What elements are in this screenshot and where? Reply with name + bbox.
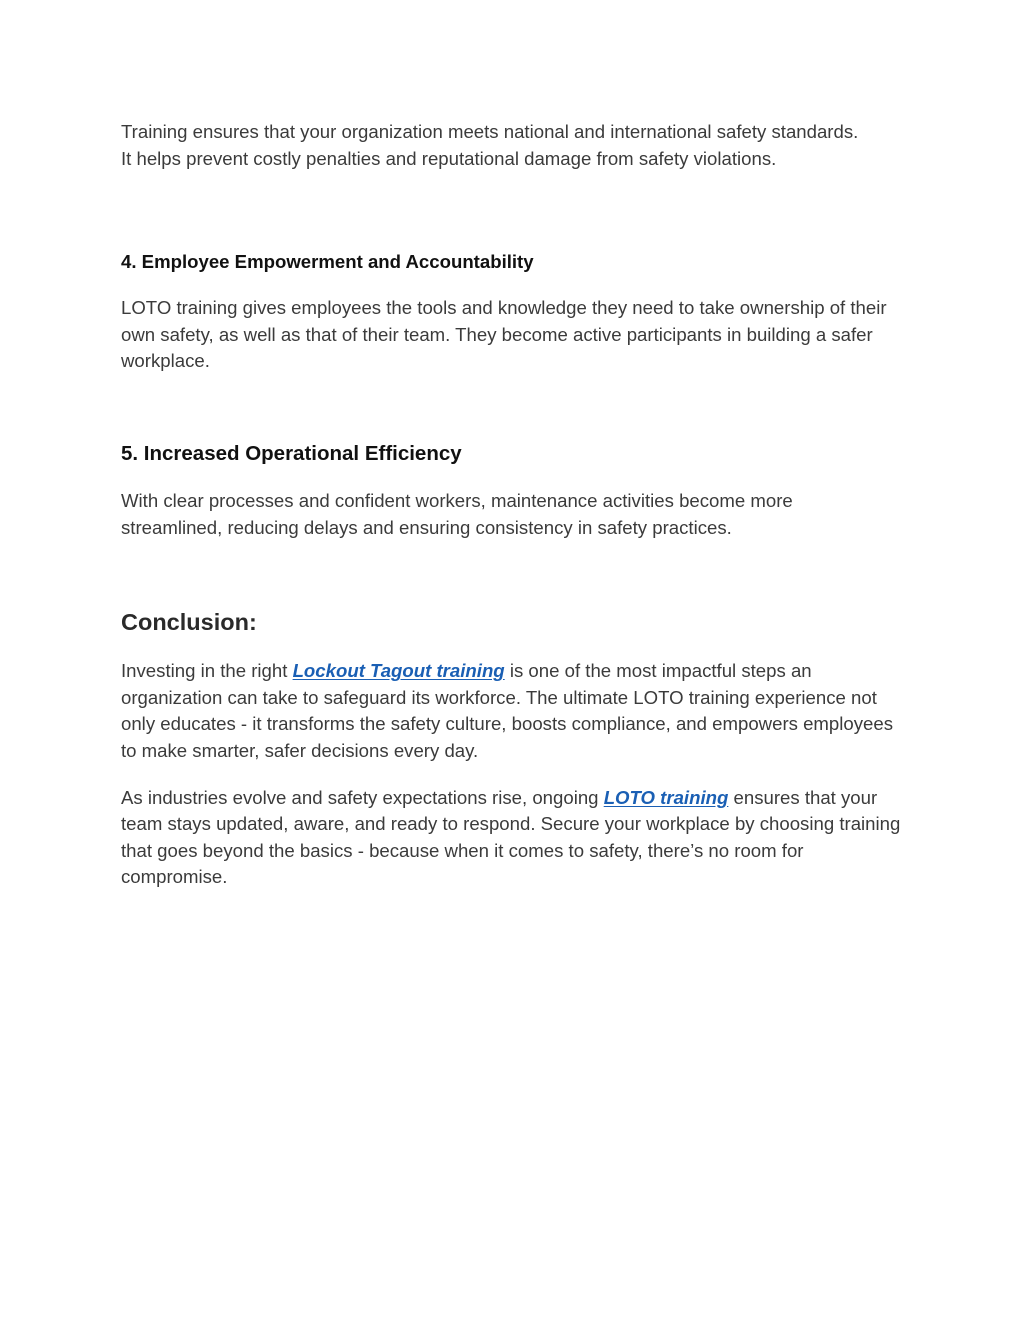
compliance-paragraph: Training ensures that your organization meets national and international safety standards. It helps prevent costly penalties and reputational damage from safety violations. <box>121 121 859 169</box>
employee-empowerment-paragraph: LOTO training gives employees the tools and knowledge they need to take ownership of their own safety, as well as that of their team. They become active participants in building a safer workplace. <box>121 297 887 372</box>
conclusion-p1-text-before: Investing in the right <box>121 660 293 682</box>
employee-empowerment-heading: 4. Employee Empowerment and Accountability <box>121 251 534 273</box>
operational-efficiency-paragraph: With clear processes and confident workers, maintenance activities become more streamlined, reducing delays and ensuring consistency in safety practices. <box>121 489 793 538</box>
conclusion-paragraph-2 <box>121 785 911 891</box>
conclusion-p2-text-after: ensures that your team stays updated, aware, and ready to respond. Secure your workplace by choosing training that goes beyond the basics - because when it comes to safety, there’s no room for compromise. <box>121 786 901 888</box>
document-page <box>121 119 921 891</box>
loto-training-link[interactable]: LOTO training <box>603 786 729 808</box>
operational-efficiency-heading: 5. Increased Operational Efficiency <box>121 441 462 465</box>
conclusion-p1-text-after: is one of the most impactful steps an organization can take to safeguard its workforce. The ultimate LOTO training experience not only educates - it transforms the safety culture, boosts compliance, and empowers employees to make smarter, safer decisions every day. <box>121 660 894 761</box>
conclusion-paragraph-1 <box>121 658 911 764</box>
conclusion-p2-text-before: As industries evolve and safety expectations rise, ongoing <box>121 786 604 808</box>
lockout-tagout-training-link[interactable]: Lockout Tagout training <box>292 660 505 682</box>
conclusion-heading: Conclusion: <box>121 609 257 636</box>
